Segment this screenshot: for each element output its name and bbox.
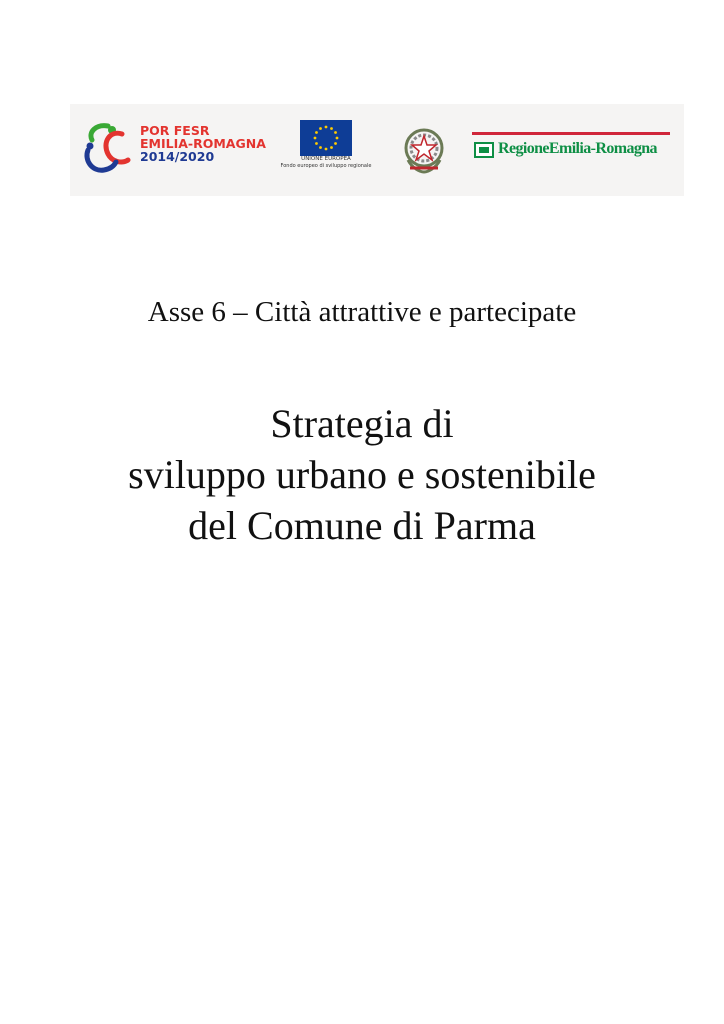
eu-caption-union: UNIONE EUROPEA	[301, 156, 351, 162]
regione-wordmark: RegioneEmilia-Romagna	[498, 140, 657, 157]
eu-star-icon	[330, 146, 333, 149]
document-title	[0, 398, 724, 551]
por-fesr-swirl-icon	[82, 120, 134, 176]
eu-star-icon	[334, 131, 337, 134]
eu-star-icon	[334, 142, 337, 145]
title-line-1: Strategia di	[270, 401, 454, 446]
eu-caption-fund: Fondo europeo di sviluppo regionale	[280, 163, 372, 169]
por-fesr-wordmark	[140, 124, 266, 163]
document-subtitle: Asse 6 – Città attrattive e partecipate	[147, 296, 577, 328]
eu-flag-icon	[300, 120, 352, 156]
por-fesr-line2: EMILIA-ROMAGNA	[140, 136, 266, 151]
logo-strip	[70, 104, 684, 196]
por-fesr-logo	[82, 120, 266, 180]
title-line-2: sviluppo urbano e sostenibile	[128, 452, 596, 497]
por-fesr-line1: POR FESR	[140, 123, 210, 138]
eu-star-icon	[325, 148, 328, 151]
eu-star-icon	[319, 127, 322, 130]
regione-mark-icon	[474, 142, 494, 158]
eu-star-icon	[325, 126, 328, 129]
eu-star-icon	[330, 127, 333, 130]
eu-logo	[278, 120, 374, 180]
regione-emilia-romagna-logo	[472, 128, 674, 168]
eu-star-icon	[336, 137, 339, 140]
eu-star-icon	[315, 131, 318, 134]
eu-star-icon	[319, 146, 322, 149]
title-line-3: del Comune di Parma	[188, 503, 536, 548]
eu-star-icon	[315, 142, 318, 145]
por-fesr-line3: 2014/2020	[140, 149, 215, 164]
regione-red-bar	[472, 132, 670, 135]
eu-star-icon	[314, 137, 317, 140]
italian-republic-emblem-icon	[398, 122, 450, 178]
